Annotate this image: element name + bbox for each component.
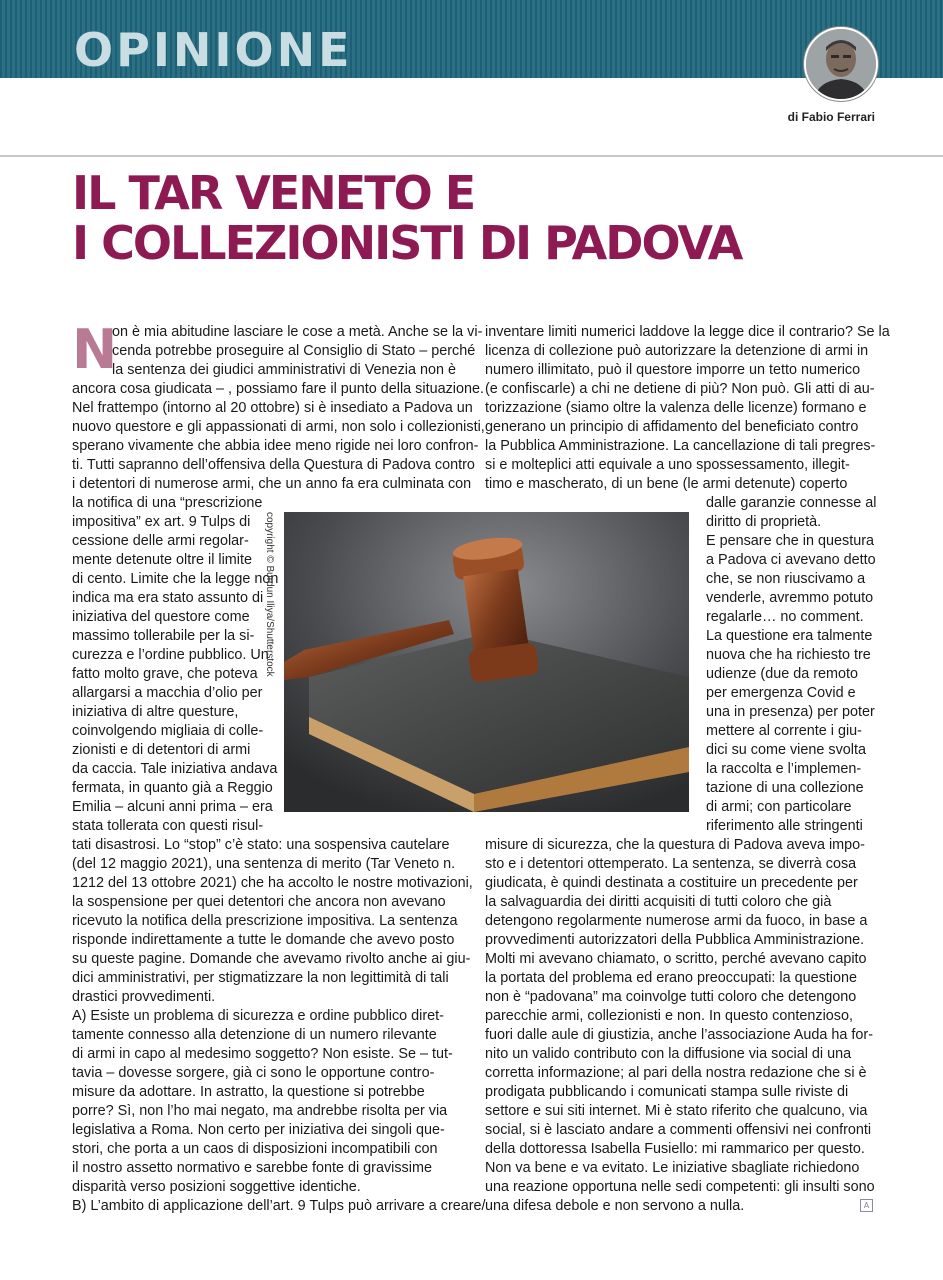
body-text-col2-part1: inventare limiti numerici laddove la legge dice il contrario? Se la licenza di collezione può autorizzare la detenzione di armi in numero illimitato, può il questore imporre un tetto numerico (e confiscarle) a chi ne detiene di più? Non può. Gli atti di au- torizzazione (siamo oltre la valenza delle licenze) formano e generano un principio di affidamento del beneficiato contro la Pubblica Amministrazione. La cancellazione di tali pregres- si e molteplici atti equivale a uno spossessamento, illegit- timo e mascherato, di un bene (le armi detenute) coperto [485,324,890,492]
article-headline [72,168,741,268]
body-text-col1-part1: ancora cosa giudicata – , possiamo fare il punto della situazione. Nel frattempo (intorno al 20 ottobre) si è insediato a Padova un nuovo questore e gli appassionati di armi, non solo i collezionisti, sperano vivamente che abbia idee meno rigide nei loro confron- ti. Tutti sapranno dell’offensiva della Questura di Padova contro i detentori di numerose armi, che un anno fa era culminata con [72,381,485,492]
section-title: OPINIONE [74,23,353,77]
body-text-col2-wrap: dalle garanzie connesse al diritto di proprietà. E pensare che in questura a Padova ci avevano detto che, se non riuscivamo a venderle, avremmo potuto regalarle… no comment. La questione era talmente nuova che ha richiesto tre udienze (due da remoto per emergenza Covid e una in presenza) per poter mettere al corrente i giu- dici su come viene svolta la raccolta e l’implemen- tazione di una collezione di armi; con particolare riferimento alle stringenti [706,495,877,834]
drop-cap: N [72,318,118,381]
header-divider [0,155,943,157]
headline-line-2: I COLLEZIONISTI DI PADOVA [72,216,742,270]
gavel-on-book-image [284,512,689,812]
end-of-article-icon: A [860,1199,873,1212]
author-byline: di Fabio Ferrari [787,110,875,124]
headline-line-1: IL TAR VENETO E [72,166,475,220]
body-text-col1-part2: tati disastrosi. Lo “stop” c’è stato: una sospensiva cautelare (del 12 maggio 2021), una sentenza di merito (Tar Veneto n. 1212 del 13 ottobre 2021) che ha accolto le nostre motivazioni, la sospensione per quei detentori che ancora non avevano ricevuto la notifica della prescrizione impositiva. La sentenza risponde indirettamente a tutte le domande che avevo posto su queste pagine. Domande che avevamo rivolto anche ai giu- dici amministrativi, per stigmatizzare la non legittimità di tali drastici provvedimenti. A) Esiste un problema di sicurezza e ordine pubblico diret- tamente connesso alla detenzione di un numero rilevante di armi in capo al medesimo soggetto? Non esiste. Se – tut- tavia – dovesse sorgere, già ci sono le opportune contro- misure da adottare. In astratto, la questione si potrebbe porre? Sì, non l’ho mai negato, ma andrebbe risolta per via legislativa a Roma. Non certo per iniziativa dei singoli que- stori, che porta a un caos di disposizioni incompatibili con il nostro assetto normativo e sarebbe fonte di gravissime disparità verso posizioni soggettive identiche. B) L’ambito di applicazione dell’art. 9 Tulps può arrivare a creare/ [72,837,486,1214]
photo-credit [266,512,284,702]
author-portrait-icon [806,29,876,99]
body-text-col1-intro: on è mia abitudine lasciare le cose a metà. Anche se la vi- cenda potrebbe proseguire al Consiglio di Stato – perché la sentenza dei giudici amministrativi di Venezia non è [112,324,483,378]
photo-credit-text: copyright © Burdun Iliya/Shutterstock [264,512,275,677]
body-text-col1-wrap: la notifica di una “prescrizione impositiva” ex art. 9 Tulps di cessione delle armi regolar- mente detenute oltre il limite di cento. Limite che la legge non indica ma era stato assunto di iniziativa del questore come massimo tollerabile per la si- curezza e l’ordine pubblico. Un fatto molto grave, che poteva allargarsi a macchia d’olio per iniziativa di altre questure, coinvolgendo migliaia di colle- zionisti e di detentori di armi da caccia. Tale iniziativa andava fermata, in quanto già a Reggio Emilia – alcuni anni prima – era stata tollerata con questi risul- [72,495,279,834]
body-text-col2-part2: misure di sicurezza, che la questura di Padova aveva impo- sto e i detentori ottemperato. La sentenza, se diverrà cosa giudicata, è quindi destinata a costituire un precedente per la salvaguardia dei diritti acquisiti di tutti coloro che già detengono regolarmente numerose armi da fuoco, in base a provvedimenti autorizzatori della Pubblica Amministrazione. Molti mi avevano chiamato, o scritto, perché avevano capito la portata del problema ed erano preoccupati: la questione non è “padovana” ma coinvolge tutti coloro che detengono parecchie armi, collezionisti e non. In questo contenzioso, fuori dalle aule di giustizia, anche l’associazione Auda ha for- nito un valido contributo con la diffusione via social di una corretta informazione; al pari della nostra redazione che si è prodigata pubblicando i comunicati stampa sulle riviste di settore e sui siti internet. Mi è stato riferito che qualcuno, via social, si è lasciato andare a commenti offensivi nei confronti della dottoressa Isabella Fusiello: mi rammarico per questo. Non va bene e va evitato. Le iniziative sbagliate richiedono una reazione opportuna nelle sedi competenti: gli insulti sono una difesa debole e non servono a nulla. [485,837,875,1214]
article-photo [284,512,689,812]
author-photo [804,27,878,101]
